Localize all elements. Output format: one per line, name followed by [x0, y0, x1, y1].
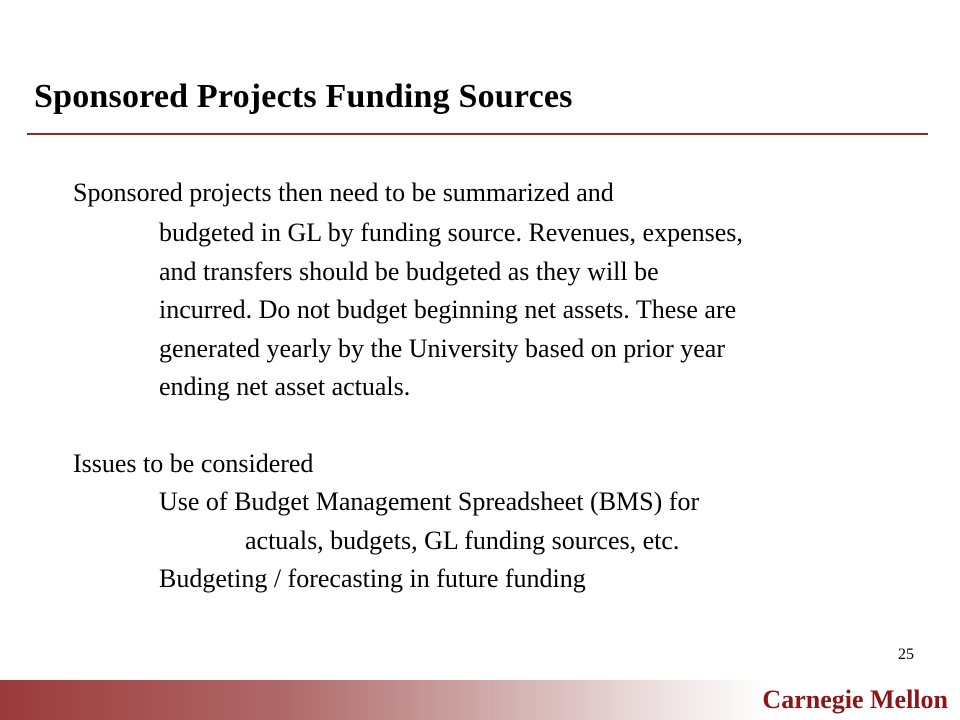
- issues-item-continuation: actuals, budgets, GL funding sources, etc.: [245, 526, 680, 555]
- issues-heading: Issues to be considered: [73, 449, 314, 478]
- university-logo: Carnegie Mellon: [762, 685, 948, 714]
- body-line: ending net asset actuals.: [159, 372, 411, 401]
- body-line: and transfers should be budgeted as they will be: [159, 257, 659, 286]
- body-line: generated yearly by the University based on prior year: [159, 334, 726, 363]
- page-number: 25: [898, 646, 914, 663]
- body-line: incurred. Do not budget beginning net assets. These are: [159, 295, 737, 324]
- body-line: Sponsored projects then need to be summarized and: [73, 178, 614, 207]
- issues-item: Budgeting / forecasting in future funding: [159, 564, 586, 593]
- body-line: budgeted in GL by funding source. Revenues, expenses,: [159, 218, 743, 247]
- issues-item: Use of Budget Management Spreadsheet (BMS) for: [159, 487, 700, 516]
- slide-title: Sponsored Projects Funding Sources: [34, 78, 573, 115]
